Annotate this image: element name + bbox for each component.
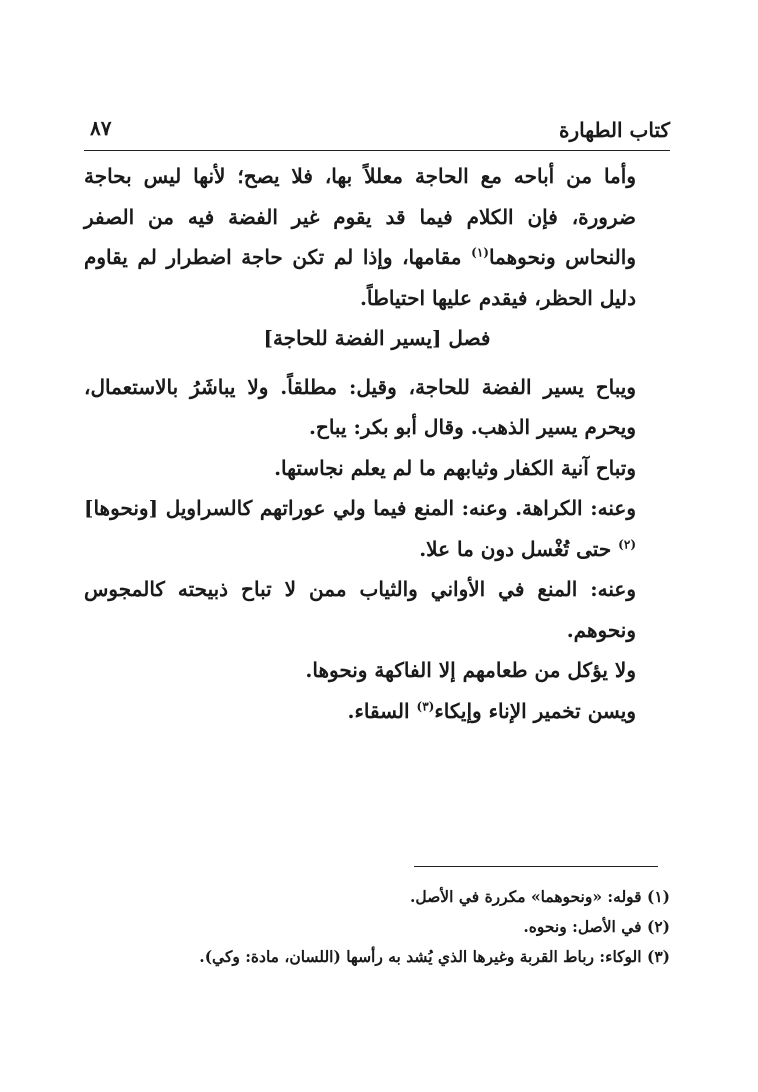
text-line: وعنه: الكراهة. وعنه: المنع فيما ولي عوراتهم كالسراويل [ونحوها] bbox=[84, 496, 636, 520]
footnote-marker: (٣) bbox=[416, 698, 435, 713]
text-line: وأما من أباحه مع الحاجة معللاً بها، فلا يصح؛ لأنها ليس بحاجة ضرورة، bbox=[84, 164, 636, 229]
main-text bbox=[84, 156, 670, 731]
text-line: ولا يؤكل من طعامهم إلا الفاكهة ونحوها. bbox=[305, 658, 636, 682]
paragraph-small-silver bbox=[84, 367, 670, 448]
paragraph-zoroastrians bbox=[84, 569, 670, 650]
text-segment: ويسن تخمير الإناء وإيكاء bbox=[434, 698, 636, 723]
text-segment: السقاء. bbox=[347, 698, 417, 723]
footnote-marker: (١) bbox=[471, 245, 489, 260]
paragraph-cover-vessel bbox=[84, 691, 670, 732]
paragraph-vessels-disbelievers bbox=[84, 448, 670, 489]
text-line: ويباح يسير الفضة للحاجة، وقيل: مطلقاً. ولا يباشَرُ بالاستعمال، ويحرم bbox=[84, 374, 636, 439]
footnote-divider bbox=[414, 866, 658, 867]
running-title: كتاب الطهارة bbox=[559, 118, 670, 142]
footnote-2: (٢) في الأصل: ونحوه. bbox=[523, 917, 670, 936]
text-line: مقامها، وإذا لم تكن حاجة اضطرار لم يقاوم دليل الحظر، فيقدم عليها احتياطاً. bbox=[84, 245, 636, 310]
text-line: فإن الكلام فيما قد يقوم غير الفضة فيه من الصفر والنحاس ونحوهما bbox=[84, 204, 636, 269]
text-line: وعنه: المنع في الأواني والثياب ممن لا تباح ذبيحته كالمجوس ونحوهم. bbox=[84, 577, 636, 642]
footnote-marker: (٢) bbox=[618, 536, 636, 551]
text-line: يسير الذهب. وقال أبو بكر: يباح. bbox=[308, 415, 578, 439]
section-heading: فصل [يسير الفضة للحاجة] bbox=[263, 326, 491, 350]
text-line: حتى تُغْسل دون ما علا. bbox=[419, 536, 612, 561]
paragraph-makruh bbox=[84, 488, 670, 569]
paragraph-food bbox=[84, 650, 670, 691]
page-number: ٨٧ bbox=[90, 116, 112, 140]
page-header bbox=[84, 114, 670, 151]
footnote-3: (٣) الوكاء: رباط القربة وغيرها الذي يُشد به رأسها (اللسان، مادة: وكي). bbox=[199, 947, 670, 966]
footnotes bbox=[84, 882, 670, 972]
footnote-1: (١) قوله: «ونحوهما» مكررة في الأصل. bbox=[410, 887, 670, 906]
text-line: وتباح آنية الكفار وثيابهم ما لم يعلم نجاستها. bbox=[274, 455, 636, 480]
paragraph-silver-necessity bbox=[84, 156, 670, 318]
